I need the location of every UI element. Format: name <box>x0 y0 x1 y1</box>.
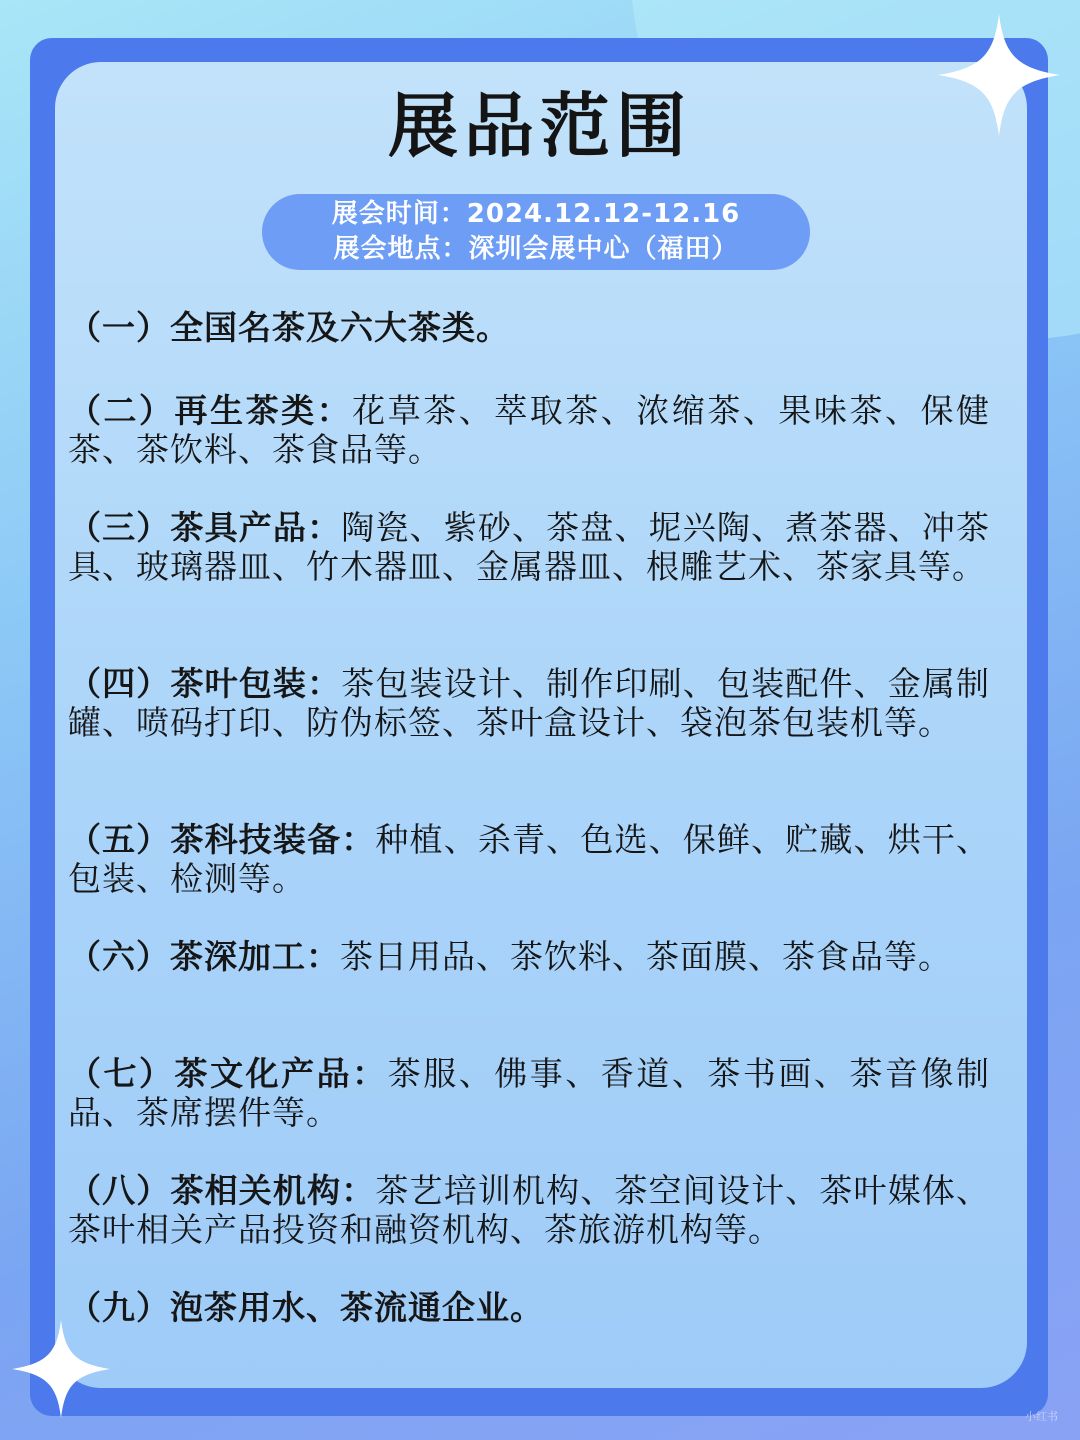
list-item <box>68 508 990 586</box>
item-text: 茶日用品、茶饮料、茶面膜、茶食品等。 <box>340 937 952 976</box>
list-item <box>68 391 990 469</box>
exhibition-info-badge <box>262 194 810 270</box>
list-item <box>68 308 990 347</box>
list-item <box>68 1288 990 1327</box>
item-heading: （九）泡茶用水、茶流通企业。 <box>68 1288 544 1327</box>
list-item <box>68 664 990 742</box>
item-heading: （二）再生茶类： <box>68 391 353 430</box>
item-text: 茶艺培训机构、茶空间设计、茶叶媒体、茶叶相关产品投资和融资机构、茶旅游机构等。 <box>68 1171 991 1249</box>
list-item <box>68 1171 990 1249</box>
item-heading: （一）全国名茶及六大茶类。 <box>68 308 510 347</box>
list-item <box>68 1054 990 1132</box>
item-heading: （五）茶科技装备： <box>68 820 376 859</box>
item-heading: （七）茶文化产品： <box>68 1054 388 1093</box>
item-text: 花草茶、萃取茶、浓缩茶、果味茶、保健茶、茶饮料、茶食品等。 <box>68 391 991 469</box>
item-heading: （三）茶具产品： <box>68 508 342 547</box>
watermark: 小红书 <box>1025 1410 1058 1423</box>
item-heading: （六）茶深加工： <box>68 937 340 976</box>
sparkle-star-icon <box>938 14 1060 136</box>
exhibition-place: 展会地点：深圳会展中心（福田） <box>333 234 739 264</box>
list-item <box>68 820 990 898</box>
sparkle-star-icon <box>12 1320 110 1418</box>
item-text: 茶服、佛事、香道、茶书画、茶音像制品、茶席摆件等。 <box>68 1054 991 1132</box>
item-text: 茶包装设计、制作印刷、包装配件、金属制罐、喷码打印、防伪标签、茶叶盒设计、袋泡茶包装机等。 <box>68 664 991 742</box>
item-text: 陶瓷、紫砂、茶盘、坭兴陶、煮茶器、冲茶具、玻璃器皿、竹木器皿、金属器皿、根雕艺术、茶家具等。 <box>68 508 991 586</box>
exhibition-time: 展会时间：2024.12.12-12.16 <box>331 199 741 229</box>
list-item <box>68 937 990 976</box>
item-text: 种植、杀青、色选、保鲜、贮藏、烘干、包装、检测等。 <box>68 820 991 898</box>
page-title: 展品范围 <box>388 85 692 167</box>
item-heading: （四）茶叶包装： <box>68 664 342 703</box>
item-heading: （八）茶相关机构： <box>68 1171 376 1210</box>
